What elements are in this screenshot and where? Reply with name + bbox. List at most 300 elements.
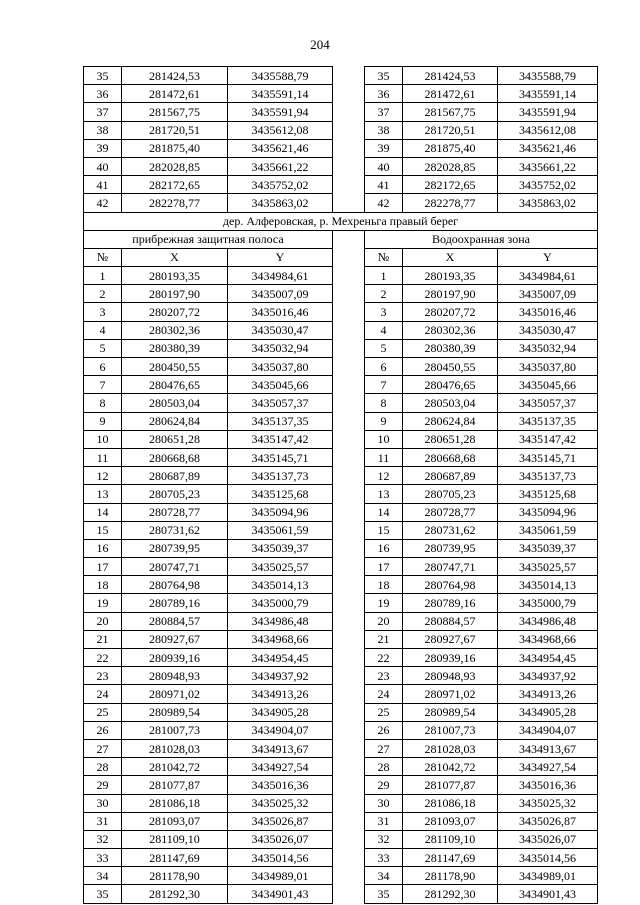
left-x-cell: 281147,69	[122, 849, 228, 867]
left-x-cell: 280884,57	[122, 612, 228, 630]
column-gap	[333, 194, 365, 212]
left-num-cell: 32	[84, 830, 122, 848]
right-num-cell: 37	[365, 103, 403, 121]
right-num-cell: 35	[365, 885, 403, 903]
left-num-cell: 5	[84, 339, 122, 357]
left-num-cell: 10	[84, 430, 122, 448]
right-num-cell: 21	[365, 630, 403, 648]
right-x-cell: 282028,85	[403, 157, 498, 175]
left-x-cell: 280687,89	[122, 467, 228, 485]
column-gap	[333, 67, 365, 85]
table-row	[84, 739, 598, 757]
left-y-cell: 3435025,57	[228, 558, 333, 576]
column-gap	[333, 685, 365, 703]
column-gap	[333, 776, 365, 794]
left-x-cell: 281109,10	[122, 830, 228, 848]
header-num-right: №	[365, 248, 403, 266]
column-gap	[333, 376, 365, 394]
left-x-cell: 282028,85	[122, 157, 228, 175]
left-num-cell: 22	[84, 649, 122, 667]
left-y-cell: 3435007,09	[228, 285, 333, 303]
right-num-cell: 19	[365, 594, 403, 612]
column-gap	[333, 649, 365, 667]
right-num-cell: 3	[365, 303, 403, 321]
table-row	[84, 285, 598, 303]
right-y-cell: 3434937,92	[498, 667, 598, 685]
column-gap	[333, 830, 365, 848]
right-y-cell: 3434904,07	[498, 721, 598, 739]
left-num-cell: 8	[84, 394, 122, 412]
right-num-cell: 8	[365, 394, 403, 412]
left-y-cell: 3435016,36	[228, 776, 333, 794]
left-x-cell: 280651,28	[122, 430, 228, 448]
left-num-cell: 24	[84, 685, 122, 703]
left-num-cell: 39	[84, 139, 122, 157]
left-y-cell: 3435014,56	[228, 849, 333, 867]
right-y-cell: 3435863,02	[498, 194, 598, 212]
right-zone-title: Водоохранная зона	[365, 230, 598, 248]
right-num-cell: 36	[365, 85, 403, 103]
right-x-cell: 282172,65	[403, 176, 498, 194]
left-x-cell: 281472,61	[122, 85, 228, 103]
right-num-cell: 30	[365, 794, 403, 812]
page-number: 204	[310, 37, 330, 52]
left-num-cell: 21	[84, 630, 122, 648]
right-x-cell: 280302,36	[403, 321, 498, 339]
left-y-cell: 3435045,66	[228, 376, 333, 394]
column-gap	[333, 412, 365, 430]
column-gap	[333, 721, 365, 739]
right-num-cell: 5	[365, 339, 403, 357]
right-y-cell: 3435591,14	[498, 85, 598, 103]
left-num-cell: 25	[84, 703, 122, 721]
left-num-cell: 2	[84, 285, 122, 303]
column-gap	[333, 794, 365, 812]
left-y-cell: 3435591,94	[228, 103, 333, 121]
column-gap	[333, 594, 365, 612]
left-num-cell: 1	[84, 267, 122, 285]
right-y-cell: 3435612,08	[498, 121, 598, 139]
right-num-cell: 11	[365, 448, 403, 466]
left-x-cell: 280197,90	[122, 285, 228, 303]
left-num-cell: 31	[84, 812, 122, 830]
right-y-cell: 3434927,54	[498, 758, 598, 776]
left-x-cell: 280193,35	[122, 267, 228, 285]
left-x-cell: 281086,18	[122, 794, 228, 812]
right-num-cell: 34	[365, 867, 403, 885]
right-num-cell: 4	[365, 321, 403, 339]
right-x-cell: 280764,98	[403, 576, 498, 594]
column-gap	[333, 285, 365, 303]
left-x-cell: 281042,72	[122, 758, 228, 776]
coordinates-table	[83, 66, 598, 904]
column-gap	[333, 849, 365, 867]
right-y-cell: 3434913,26	[498, 685, 598, 703]
right-x-cell: 280705,23	[403, 485, 498, 503]
left-x-cell: 280705,23	[122, 485, 228, 503]
left-num-cell: 3	[84, 303, 122, 321]
left-x-cell: 280380,39	[122, 339, 228, 357]
left-y-cell: 3435612,08	[228, 121, 333, 139]
table-row	[84, 630, 598, 648]
right-num-cell: 32	[365, 830, 403, 848]
right-num-cell: 13	[365, 485, 403, 503]
table-row	[84, 849, 598, 867]
left-x-cell: 281077,87	[122, 776, 228, 794]
left-num-cell: 12	[84, 467, 122, 485]
table-row	[84, 885, 598, 903]
table-row	[84, 521, 598, 539]
table-row	[84, 703, 598, 721]
header-x-left: X	[122, 248, 228, 266]
left-y-cell: 3435137,73	[228, 467, 333, 485]
header-x-right: X	[403, 248, 498, 266]
right-num-cell: 24	[365, 685, 403, 703]
right-x-cell: 281424,53	[403, 67, 498, 85]
left-x-cell: 282172,65	[122, 176, 228, 194]
column-gap	[333, 358, 365, 376]
left-num-cell: 19	[84, 594, 122, 612]
table-row	[84, 794, 598, 812]
column-gap	[333, 248, 365, 266]
right-num-cell: 25	[365, 703, 403, 721]
right-y-cell: 3435026,07	[498, 830, 598, 848]
left-x-cell: 280731,62	[122, 521, 228, 539]
column-gap	[333, 576, 365, 594]
left-y-cell: 3435014,13	[228, 576, 333, 594]
right-num-cell: 1	[365, 267, 403, 285]
right-num-cell: 39	[365, 139, 403, 157]
right-x-cell: 280503,04	[403, 394, 498, 412]
right-x-cell: 281472,61	[403, 85, 498, 103]
left-y-cell: 3435137,35	[228, 412, 333, 430]
left-x-cell: 281028,03	[122, 739, 228, 757]
right-num-cell: 42	[365, 194, 403, 212]
right-y-cell: 3435094,96	[498, 503, 598, 521]
column-gap	[333, 667, 365, 685]
left-num-cell: 33	[84, 849, 122, 867]
table-row	[84, 358, 598, 376]
right-y-cell: 3435016,36	[498, 776, 598, 794]
left-y-cell: 3434954,45	[228, 649, 333, 667]
column-gap	[333, 521, 365, 539]
column-header-row	[84, 248, 598, 266]
right-x-cell: 280193,35	[403, 267, 498, 285]
left-num-cell: 14	[84, 503, 122, 521]
left-num-cell: 41	[84, 176, 122, 194]
left-x-cell: 281424,53	[122, 67, 228, 85]
left-num-cell: 37	[84, 103, 122, 121]
right-y-cell: 3435016,46	[498, 303, 598, 321]
right-x-cell: 280789,16	[403, 594, 498, 612]
left-num-cell: 36	[84, 85, 122, 103]
right-y-cell: 3435588,79	[498, 67, 598, 85]
left-num-cell: 18	[84, 576, 122, 594]
column-gap	[333, 503, 365, 521]
left-y-cell: 3435591,14	[228, 85, 333, 103]
right-num-cell: 20	[365, 612, 403, 630]
column-gap	[333, 139, 365, 157]
left-y-cell: 3434986,48	[228, 612, 333, 630]
right-x-cell: 280624,84	[403, 412, 498, 430]
right-x-cell: 280739,95	[403, 539, 498, 557]
left-y-cell: 3435030,47	[228, 321, 333, 339]
left-num-cell: 35	[84, 885, 122, 903]
left-y-cell: 3434905,28	[228, 703, 333, 721]
right-y-cell: 3435025,57	[498, 558, 598, 576]
right-x-cell: 280476,65	[403, 376, 498, 394]
table-row	[84, 103, 598, 121]
table-row	[84, 576, 598, 594]
right-y-cell: 3435061,59	[498, 521, 598, 539]
column-gap	[333, 157, 365, 175]
left-y-cell: 3434984,61	[228, 267, 333, 285]
right-x-cell: 281567,75	[403, 103, 498, 121]
table-row	[84, 558, 598, 576]
left-x-cell: 281093,07	[122, 812, 228, 830]
right-y-cell: 3435137,35	[498, 412, 598, 430]
right-x-cell: 282278,77	[403, 194, 498, 212]
right-num-cell: 23	[365, 667, 403, 685]
right-x-cell: 280207,72	[403, 303, 498, 321]
table-row	[84, 503, 598, 521]
right-y-cell: 3435025,32	[498, 794, 598, 812]
right-y-cell: 3434968,66	[498, 630, 598, 648]
left-num-cell: 16	[84, 539, 122, 557]
right-y-cell: 3435752,02	[498, 176, 598, 194]
right-y-cell: 3434986,48	[498, 612, 598, 630]
right-num-cell: 17	[365, 558, 403, 576]
header-y-left: Y	[228, 248, 333, 266]
left-y-cell: 3435125,68	[228, 485, 333, 503]
column-gap	[333, 467, 365, 485]
right-x-cell: 280668,68	[403, 448, 498, 466]
left-y-cell: 3435000,79	[228, 594, 333, 612]
left-num-cell: 40	[84, 157, 122, 175]
left-num-cell: 26	[84, 721, 122, 739]
left-x-cell: 280207,72	[122, 303, 228, 321]
right-x-cell: 280450,55	[403, 358, 498, 376]
right-x-cell: 280380,39	[403, 339, 498, 357]
left-x-cell: 280302,36	[122, 321, 228, 339]
left-x-cell: 280503,04	[122, 394, 228, 412]
left-y-cell: 3435094,96	[228, 503, 333, 521]
column-gap	[333, 758, 365, 776]
left-num-cell: 6	[84, 358, 122, 376]
left-y-cell: 3435061,59	[228, 521, 333, 539]
right-num-cell: 6	[365, 358, 403, 376]
table-row	[84, 830, 598, 848]
left-x-cell: 280624,84	[122, 412, 228, 430]
table-row	[84, 539, 598, 557]
table-row	[84, 267, 598, 285]
column-gap	[333, 230, 365, 248]
column-gap	[333, 103, 365, 121]
main-coordinates-block	[84, 267, 598, 904]
left-y-cell: 3434913,67	[228, 739, 333, 757]
table-row	[84, 649, 598, 667]
right-x-cell: 281093,07	[403, 812, 498, 830]
right-num-cell: 31	[365, 812, 403, 830]
left-x-cell: 280747,71	[122, 558, 228, 576]
column-gap	[333, 630, 365, 648]
left-num-cell: 35	[84, 67, 122, 85]
right-y-cell: 3435037,80	[498, 358, 598, 376]
right-x-cell: 281292,30	[403, 885, 498, 903]
left-y-cell: 3435661,22	[228, 157, 333, 175]
column-gap	[333, 558, 365, 576]
column-gap	[333, 703, 365, 721]
right-num-cell: 40	[365, 157, 403, 175]
left-y-cell: 3435039,37	[228, 539, 333, 557]
right-num-cell: 12	[365, 467, 403, 485]
table-row	[84, 321, 598, 339]
left-x-cell: 280927,67	[122, 630, 228, 648]
left-x-cell: 281875,40	[122, 139, 228, 157]
right-x-cell: 280197,90	[403, 285, 498, 303]
right-num-cell: 16	[365, 539, 403, 557]
right-y-cell: 3434954,45	[498, 649, 598, 667]
right-x-cell: 281109,10	[403, 830, 498, 848]
top-coordinates-block	[84, 67, 598, 213]
right-x-cell: 281147,69	[403, 849, 498, 867]
section-header	[84, 212, 598, 267]
left-x-cell: 281292,30	[122, 885, 228, 903]
right-x-cell: 280687,89	[403, 467, 498, 485]
right-y-cell: 3435014,56	[498, 849, 598, 867]
left-x-cell: 282278,77	[122, 194, 228, 212]
left-x-cell: 280764,98	[122, 576, 228, 594]
left-x-cell: 280989,54	[122, 703, 228, 721]
table-row	[84, 412, 598, 430]
right-y-cell: 3435039,37	[498, 539, 598, 557]
table-row	[84, 67, 598, 85]
right-x-cell: 280728,77	[403, 503, 498, 521]
right-y-cell: 3435145,71	[498, 448, 598, 466]
right-num-cell: 41	[365, 176, 403, 194]
right-y-cell: 3435661,22	[498, 157, 598, 175]
table-row	[84, 758, 598, 776]
left-x-cell: 281178,90	[122, 867, 228, 885]
left-num-cell: 29	[84, 776, 122, 794]
right-x-cell: 280747,71	[403, 558, 498, 576]
column-gap	[333, 321, 365, 339]
right-x-cell: 280948,93	[403, 667, 498, 685]
left-y-cell: 3435032,94	[228, 339, 333, 357]
left-y-cell: 3435863,02	[228, 194, 333, 212]
right-num-cell: 14	[365, 503, 403, 521]
left-num-cell: 15	[84, 521, 122, 539]
left-x-cell: 280476,65	[122, 376, 228, 394]
right-x-cell: 280939,16	[403, 649, 498, 667]
column-gap	[333, 867, 365, 885]
left-y-cell: 3435147,42	[228, 430, 333, 448]
table-row	[84, 594, 598, 612]
left-y-cell: 3434989,01	[228, 867, 333, 885]
left-num-cell: 4	[84, 321, 122, 339]
column-gap	[333, 430, 365, 448]
right-y-cell: 3435147,42	[498, 430, 598, 448]
right-num-cell: 26	[365, 721, 403, 739]
left-num-cell: 23	[84, 667, 122, 685]
right-x-cell: 280989,54	[403, 703, 498, 721]
column-gap	[333, 739, 365, 757]
table-row	[84, 776, 598, 794]
right-x-cell: 280651,28	[403, 430, 498, 448]
right-y-cell: 3435030,47	[498, 321, 598, 339]
right-x-cell: 281007,73	[403, 721, 498, 739]
right-y-cell: 3434989,01	[498, 867, 598, 885]
right-num-cell: 9	[365, 412, 403, 430]
column-gap	[333, 394, 365, 412]
right-x-cell: 281720,51	[403, 121, 498, 139]
table-row	[84, 139, 598, 157]
column-gap	[333, 448, 365, 466]
column-gap	[333, 121, 365, 139]
left-y-cell: 3434937,92	[228, 667, 333, 685]
left-num-cell: 11	[84, 448, 122, 466]
right-y-cell: 3435137,73	[498, 467, 598, 485]
left-x-cell: 281007,73	[122, 721, 228, 739]
table-row	[84, 485, 598, 503]
table-row	[84, 376, 598, 394]
table-row	[84, 394, 598, 412]
right-x-cell: 281042,72	[403, 758, 498, 776]
column-gap	[333, 812, 365, 830]
right-num-cell: 10	[365, 430, 403, 448]
right-num-cell: 22	[365, 649, 403, 667]
table-row	[84, 721, 598, 739]
left-x-cell: 281567,75	[122, 103, 228, 121]
left-num-cell: 13	[84, 485, 122, 503]
left-num-cell: 42	[84, 194, 122, 212]
right-y-cell: 3434984,61	[498, 267, 598, 285]
left-y-cell: 3435621,46	[228, 139, 333, 157]
right-num-cell: 33	[365, 849, 403, 867]
right-num-cell: 28	[365, 758, 403, 776]
left-num-cell: 30	[84, 794, 122, 812]
right-y-cell: 3435057,37	[498, 394, 598, 412]
right-x-cell: 280971,02	[403, 685, 498, 703]
left-y-cell: 3434901,43	[228, 885, 333, 903]
section-title: дер. Алферовская, р. Мехреньга правый берег	[84, 212, 598, 230]
left-x-cell: 280728,77	[122, 503, 228, 521]
left-num-cell: 17	[84, 558, 122, 576]
right-x-cell: 280884,57	[403, 612, 498, 630]
table-row	[84, 667, 598, 685]
table-row	[84, 194, 598, 212]
right-y-cell: 3434913,67	[498, 739, 598, 757]
table-row	[84, 812, 598, 830]
right-num-cell: 15	[365, 521, 403, 539]
right-num-cell: 38	[365, 121, 403, 139]
left-x-cell: 280948,93	[122, 667, 228, 685]
left-num-cell: 7	[84, 376, 122, 394]
right-x-cell: 281028,03	[403, 739, 498, 757]
table-row	[84, 303, 598, 321]
left-y-cell: 3435145,71	[228, 448, 333, 466]
right-num-cell: 29	[365, 776, 403, 794]
table-row	[84, 176, 598, 194]
right-y-cell: 3434905,28	[498, 703, 598, 721]
right-y-cell: 3435014,13	[498, 576, 598, 594]
column-gap	[333, 303, 365, 321]
right-y-cell: 3435591,94	[498, 103, 598, 121]
column-gap	[333, 176, 365, 194]
left-x-cell: 280939,16	[122, 649, 228, 667]
right-x-cell: 281086,18	[403, 794, 498, 812]
left-zone-title: прибрежная защитная полоса	[84, 230, 333, 248]
